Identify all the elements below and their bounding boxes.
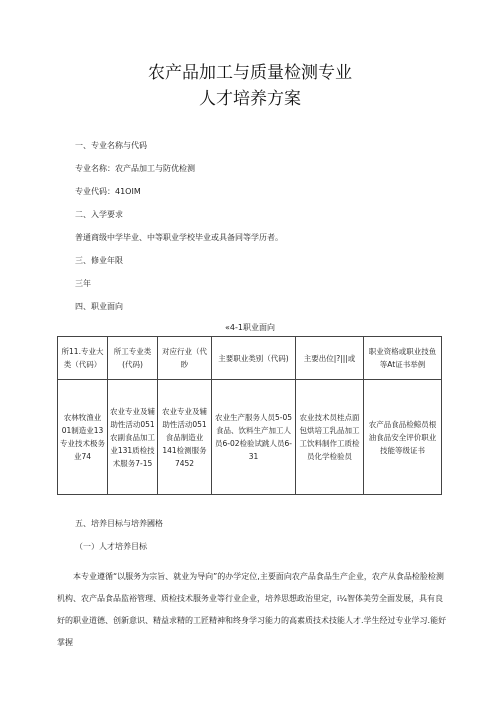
section-2-heading: 二、入学要求 — [75, 210, 123, 219]
table-cell: 农业技术员桂点面包烘培工乳品加工工饮料制作工质检员化学检验员 — [296, 380, 364, 495]
header-cell: 职业资格或职业技鱼等At证书举例 — [364, 337, 442, 380]
table-cell: 农业专业及辅助性活动051食品制造业141检测服务7452 — [158, 380, 212, 495]
header-cell: 主要出位|?|||或 — [296, 337, 364, 380]
section-5-subheading: （一）人才培养目标 — [75, 542, 147, 551]
table-cell: 农业专业及辅助性活动051农副食品加工业131质检技术服务7-15 — [108, 380, 158, 495]
table-caption: «4-1职业面向 — [225, 323, 275, 332]
section-3-heading: 三、修业年限 — [75, 256, 123, 265]
section-5-heading: 五、培养目标与培养國格 — [75, 519, 163, 528]
section-1-heading: 一、专业名称与代码 — [75, 141, 147, 150]
career-orientation-table — [57, 336, 442, 495]
header-cell: 对应行业（代眇 — [158, 337, 212, 380]
table-cell: 农产品食品检鲸员根油食品安全评价职业技能等级证书 — [364, 380, 442, 495]
document-title-line1: 农产品加工与质量检测专业 — [148, 63, 352, 83]
table-header-row — [58, 337, 442, 380]
document-title-line2: 人才培养方案 — [199, 89, 301, 109]
table-row — [58, 380, 442, 495]
major-name-line: 专业名称：农产品加工与防优检测 — [75, 164, 195, 173]
study-years-text: 三年 — [75, 279, 91, 288]
header-cell: 所工专业类(代码) — [108, 337, 158, 380]
admission-text: 普通商级中学毕业、中等职业学校毕业或具备同等学历者。 — [75, 233, 283, 242]
table-cell: 农林牧渔业01制造业13专业技术极务业74 — [58, 380, 108, 495]
header-cell: 所11.专业大类（代码） — [58, 337, 108, 380]
header-cell: 主要职业类别（代码) — [212, 337, 296, 380]
table-cell: 农业生产服务人员5-05食品、饮料生产加工人员6-02检验试跳人员6-31 — [212, 380, 296, 495]
major-code-line: 专业代码：41OIM — [75, 187, 141, 196]
training-goal-paragraph: 本专业遵循“以服务为宗旨、就业为导向”的办学定位,主要面向农产品食品生产企业，农产从食品检脸检测机构、农产品食品监裕管理、质检技术服务业等行业企业，培养思想政治里定，i¼智体美劳全面发展，具有良好的职业道德、创新意识、精益求精的工匠精神和终身学习能力的高素质技术技能人才.学生经过专业学习.能好掌握 — [57, 572, 447, 647]
section-4-heading: 四、职业面向 — [75, 302, 123, 311]
